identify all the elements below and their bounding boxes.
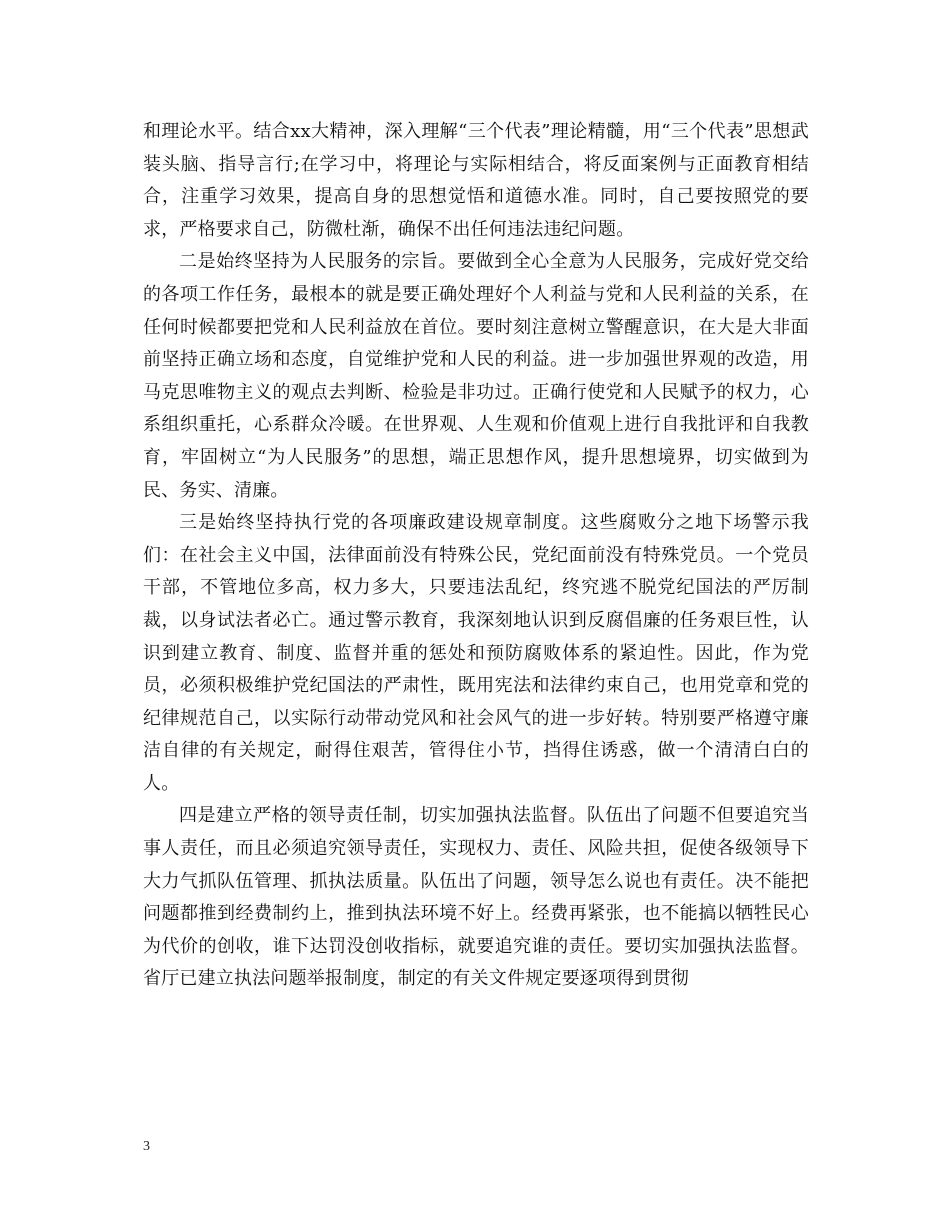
- paragraph-1: 和理论水平。结合xx大精神，深入理解“三个代表”理论精髓，用“三个代表”思想武装头脑、指导言行;在学习中，将理论与实际相结合，将反面案例与正面教育相结合，注重学习效果，提高自身的思想觉悟和道德水准。同时，自己要按照党的要求，严格要求自己，防微杜渐，确保不出任何违法违纪问题。: [143, 121, 809, 240]
- paragraph-3: 三是始终坚持执行党的各项廉政建设规章制度。这些腐败分之地下场警示我们：在社会主义中国，法律面前没有特殊公民，党纪面前没有特殊党员。一个党员干部，不管地位多高，权力多大，只要违法乱纪，终究逃不脱党纪国法的严厉制裁，以身试法者必亡。通过警示教育，我深刻地认识到反腐倡廉的任务艰巨性，认识到建立教育、制度、监督并重的惩处和预防腐败体系的紧迫性。因此，作为党员，必须积极维护党纪国法的严肃性，既用宪法和法律约束自己，也用党章和党的纪律规范自己，以实际行动带动党风和社会风气的进一步好转。特别要严格遵守廉洁自律的有关规定，耐得住艰苦，管得住小节，挡得住诱惑，做一个清清白白的人。: [143, 512, 809, 794]
- paragraph-4: 四是建立严格的领导责任制，切实加强执法监督。队伍出了问题不但要追究当事人责任，而且必须追究领导责任，实现权力、责任、风险共担，促使各级领导下大力气抓队伍管理、抓执法质量。队伍出了问题，领导怎么说也有责任。决不能把问题都推到经费制约上，推到执法环境不好上。经费再紧张，也不能搞以牺牲民心为代价的创收，谁下达罚没创收指标，就要追究谁的责任。要切实加强执法监督。省厅已建立执法问题举报制度，制定的有关文件规定要逐项得到贯彻: [143, 805, 809, 990]
- paragraph-2: 二是始终坚持为人民服务的宗旨。要做到全心全意为人民服务，完成好党交给的各项工作任务，最根本的就是要正确处理好个人利益与党和人民利益的关系，在任何时候都要把党和人民利益放在首位。要时刻注意树立警醒意识，在大是大非面前坚持正确立场和态度，自觉维护党和人民的利益。进一步加强世界观的改造，用马克思唯物主义的观点去判断、检验是非功过。正确行使党和人民赋予的权力，心系组织重托，心系群众冷暖。在世界观、人生观和价值观上进行自我批评和自我教育，牢固树立“为人民服务”的思想，端正思想作风，提升思想境界，切实做到为民、务实、清廉。: [143, 251, 809, 501]
- page-number: 3: [143, 1139, 150, 1154]
- document-body: [143, 116, 809, 996]
